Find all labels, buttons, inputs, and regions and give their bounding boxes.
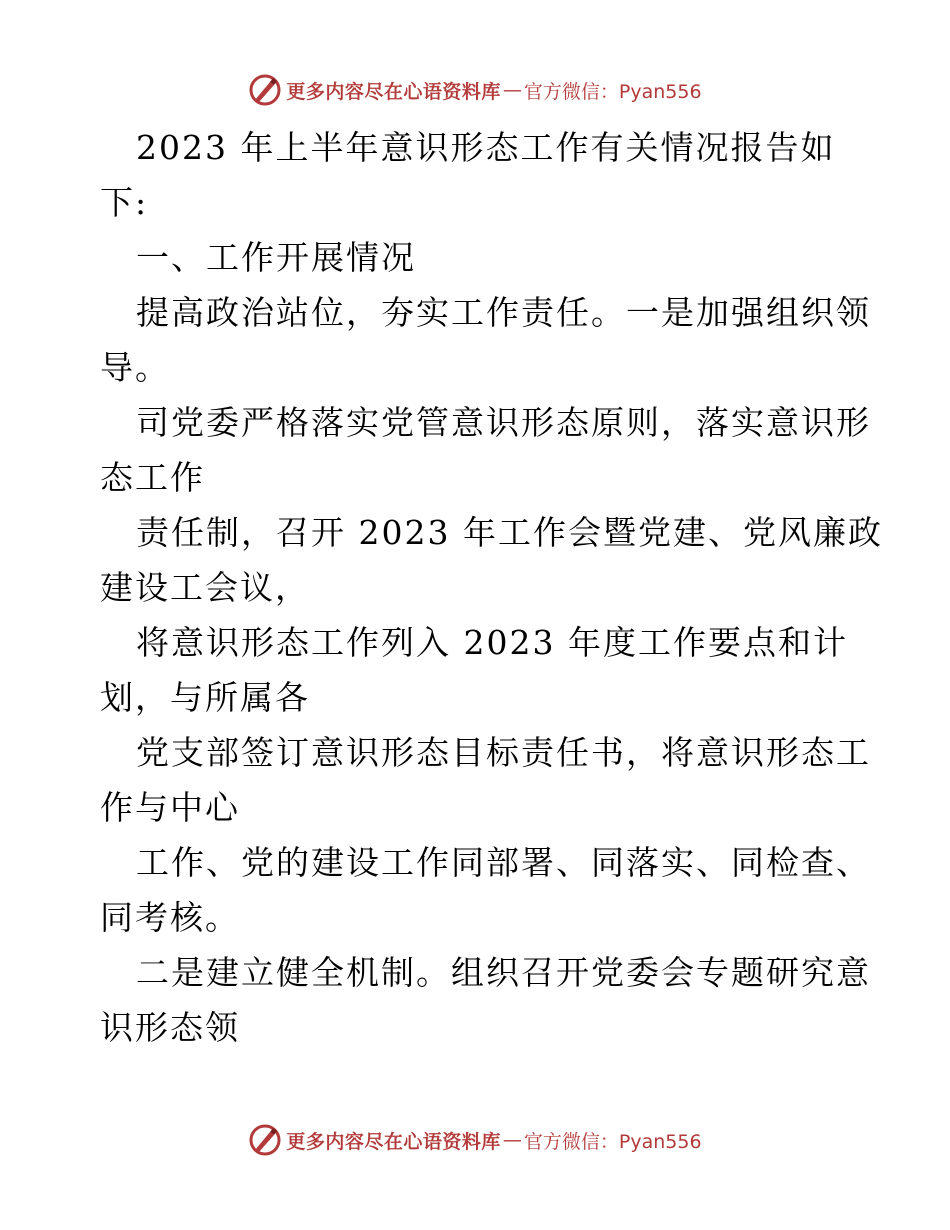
footer-watermark-banner — [0, 1120, 950, 1160]
paragraph-line: 2023 年上半年意识形态工作有关情况报告如 — [136, 128, 836, 167]
paragraph-line: 工作、党的建设工作同部署、同落实、同检查、 — [136, 843, 871, 882]
paragraph-line: 导。 — [100, 348, 170, 387]
banner-text: 更多内容尽在心语资料库 — [286, 1130, 501, 1153]
pen-circle-logo-icon — [248, 73, 282, 107]
document-body — [100, 120, 883, 1055]
paragraph-line: 建设工会议， — [100, 568, 310, 607]
paragraph-line: 识形态领 — [100, 1008, 240, 1047]
paragraph-line: 态工作 — [100, 458, 205, 497]
paragraph-line: 作与中心 — [100, 788, 240, 827]
banner-dash: — — [502, 1129, 522, 1151]
section-heading: 一、工作开展情况 — [136, 238, 416, 277]
banner-dash: — — [502, 79, 522, 101]
paragraph-line: 将意识形态工作列入 2023 年度工作要点和计 — [136, 623, 848, 662]
banner-contact: 官方微信：Pyan556 — [523, 1130, 702, 1153]
paragraph-line: 司党委严格落实党管意识形态原则，落实意识形 — [136, 403, 871, 442]
header-watermark-banner — [0, 70, 950, 110]
paragraph-line: 二是建立健全机制。组织召开党委会专题研究意 — [136, 953, 871, 992]
banner-contact: 官方微信：Pyan556 — [523, 80, 702, 103]
paragraph-line: 同考核。 — [100, 898, 240, 937]
paragraph-line: 提高政治站位，夯实工作责任。一是加强组织领 — [136, 293, 871, 332]
banner-text: 更多内容尽在心语资料库 — [286, 80, 501, 103]
paragraph-line: 责任制，召开 2023 年工作会暨党建、党风廉政 — [136, 513, 883, 552]
paragraph-line: 党支部签订意识形态目标责任书，将意识形态工 — [136, 733, 871, 772]
paragraph-line: 划，与所属各 — [100, 678, 310, 717]
pen-circle-logo-icon — [248, 1123, 282, 1157]
paragraph-line: 下: — [100, 183, 149, 222]
